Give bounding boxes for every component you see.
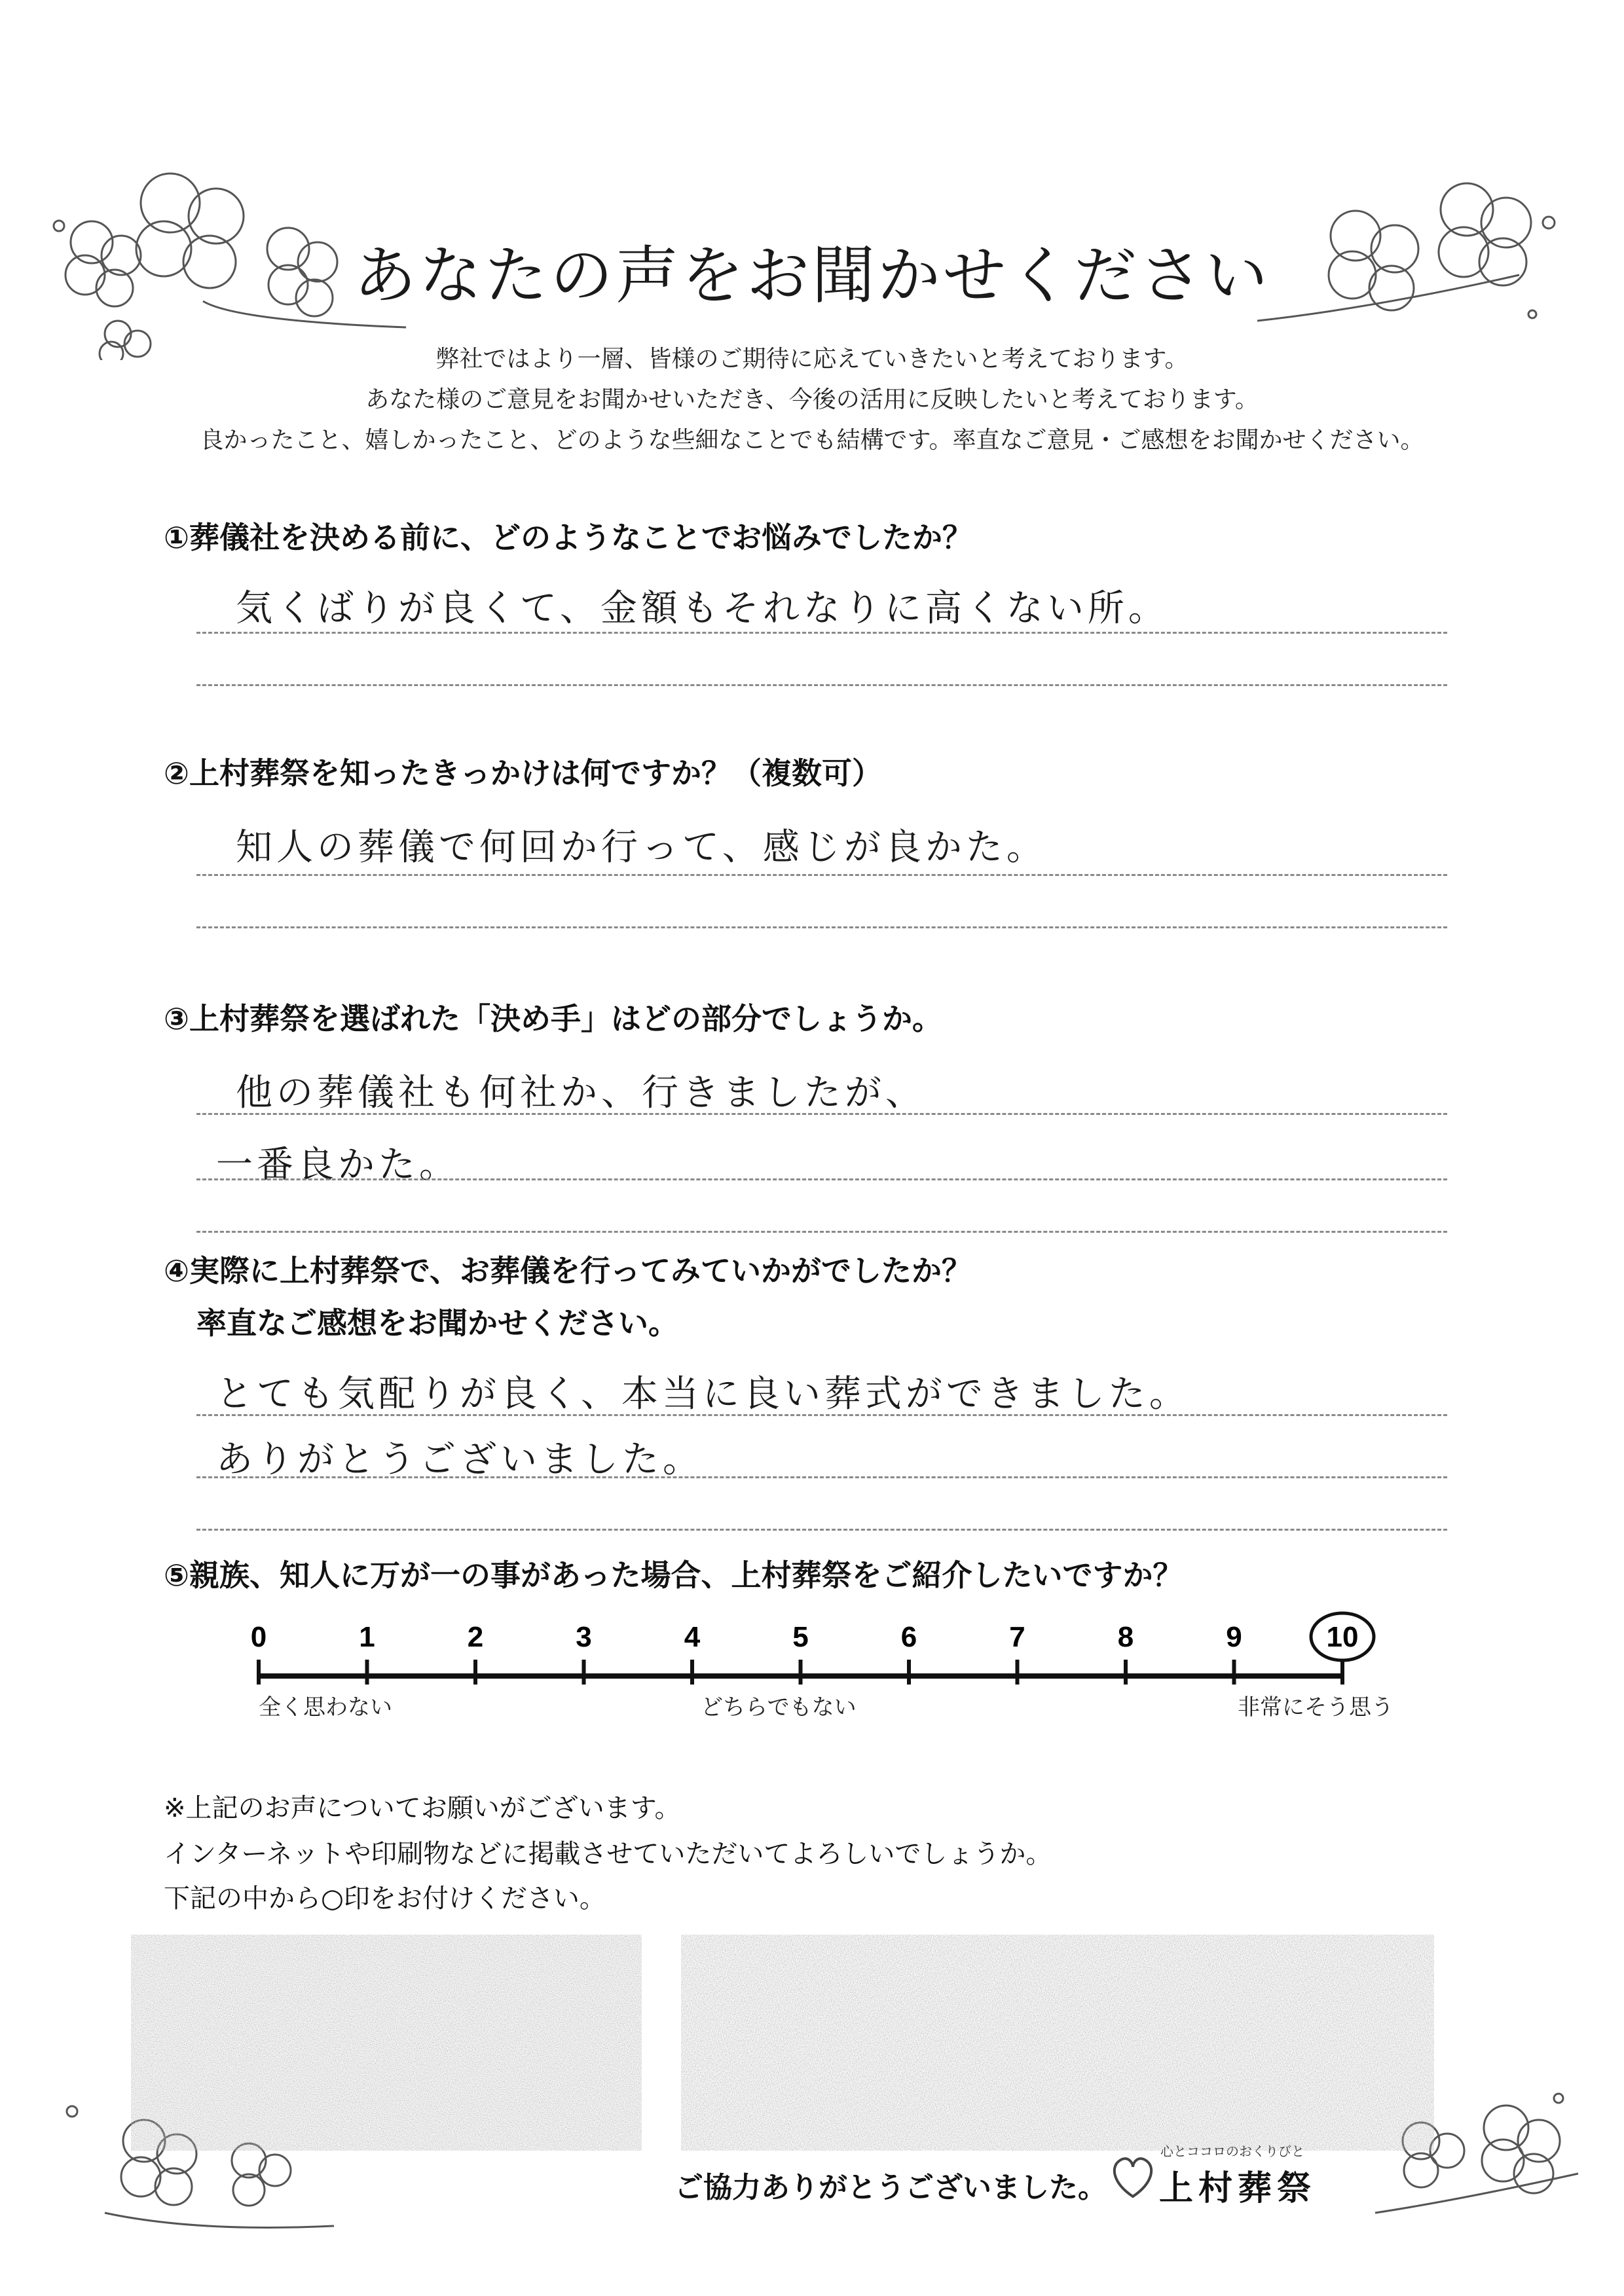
logo-name: 上村葬祭 <box>1159 2169 1317 2208</box>
footer-thanks: ご協力ありがとうございました。 <box>674 2171 1107 2204</box>
notice-line-1: ※上記のお声についてお願いがございます。 <box>164 1793 681 1823</box>
question-1-answer-1[interactable]: 気くばりが良くて、金額もそれなりに高くない所。 <box>236 587 1169 630</box>
answer-line <box>196 1414 1447 1416</box>
scale-tick-label[interactable]: 6 <box>900 1621 917 1653</box>
answer-line <box>196 1476 1447 1478</box>
scale-tick-label[interactable]: 4 <box>684 1621 701 1653</box>
question-4-sublabel: 率直なご感想をお聞かせください。 <box>196 1305 678 1341</box>
notice-line-2: インターネットや印刷物などに掲載させていただいてよろしいでしょうか。 <box>164 1839 1052 1869</box>
scale-mid-label: どちらでもない <box>701 1694 857 1721</box>
question-4-label: ④実際に上村葬祭で、お葬儀を行ってみていかがでしたか？ <box>164 1253 972 1288</box>
scale-tick-label[interactable]: 2 <box>467 1621 484 1653</box>
notice-line-3: 下記の中から○印をお付けください。 <box>164 1884 606 1914</box>
question-5-label: ⑤親族、知人に万が一の事があった場合、上村葬祭をご紹介したいですか？ <box>164 1558 1183 1593</box>
question-3-label: ③上村葬祭を選ばれた「決め手」はどの部分でしょうか。 <box>164 1001 942 1036</box>
answer-line <box>196 1178 1447 1180</box>
question-4-answer-2[interactable]: ありがとうございました。 <box>216 1438 703 1481</box>
page-title: あなたの声をお聞かせください <box>354 239 1270 312</box>
scale-tick-label[interactable]: 7 <box>1009 1621 1025 1653</box>
redacted-area-left <box>131 1935 642 2151</box>
intro-line-3: 良かったこと、嬉しかったこと、どのような些細なことでも結構です。率直なご意見・ご感想をお聞かせください。 <box>200 427 1424 454</box>
logo-tagline: 心とココロのおくりびと <box>1160 2143 1304 2159</box>
scale-tick-label[interactable]: 0 <box>250 1621 267 1653</box>
answer-line <box>196 632 1447 634</box>
scale-tick-label[interactable]: 1 <box>359 1621 375 1653</box>
answer-line <box>196 874 1447 876</box>
answer-line <box>196 1529 1447 1531</box>
intro-line-2: あなた様のご意見をお聞かせいただき、今後の活用に反映したいと考えております。 <box>365 386 1259 413</box>
scale-left-label: 全く思わない <box>259 1694 392 1721</box>
scale-tick-label[interactable]: 3 <box>576 1621 592 1653</box>
question-2-answer-1[interactable]: 知人の葬儀で何回か行って、感じが良かた。 <box>236 826 1047 869</box>
question-3-answer-1[interactable]: 他の葬儀社も何社か、行きましたが、 <box>236 1072 926 1114</box>
answer-line <box>196 684 1447 686</box>
scale-tick-label[interactable]: 9 <box>1226 1621 1242 1653</box>
intro-line-1: 弊社ではより一層、皆様のご期待に応えていきたいと考えております。 <box>435 346 1189 373</box>
answer-line <box>196 926 1447 928</box>
heart-logo-icon <box>1107 2151 1159 2203</box>
question-1-label: ①葬儀社を決める前に、どのようなことでお悩みでしたか？ <box>164 520 972 555</box>
redacted-area-right <box>681 1935 1434 2151</box>
scale-tick-label[interactable]: 5 <box>792 1621 809 1653</box>
scale-right-label: 非常にそう思う <box>1238 1694 1393 1721</box>
scale-tick-label[interactable]: 10 <box>1326 1621 1359 1653</box>
scale-tick-label[interactable]: 8 <box>1117 1621 1134 1653</box>
question-4-answer-1[interactable]: とても気配りが良く、本当に良い葬式ができました。 <box>216 1373 1190 1415</box>
answer-line <box>196 1113 1447 1115</box>
question-3-answer-2[interactable]: 一番良かた。 <box>216 1144 460 1186</box>
answer-line <box>196 1231 1447 1233</box>
question-2-label: ②上村葬祭を知ったきっかけは何ですか？（複数可） <box>164 756 882 791</box>
